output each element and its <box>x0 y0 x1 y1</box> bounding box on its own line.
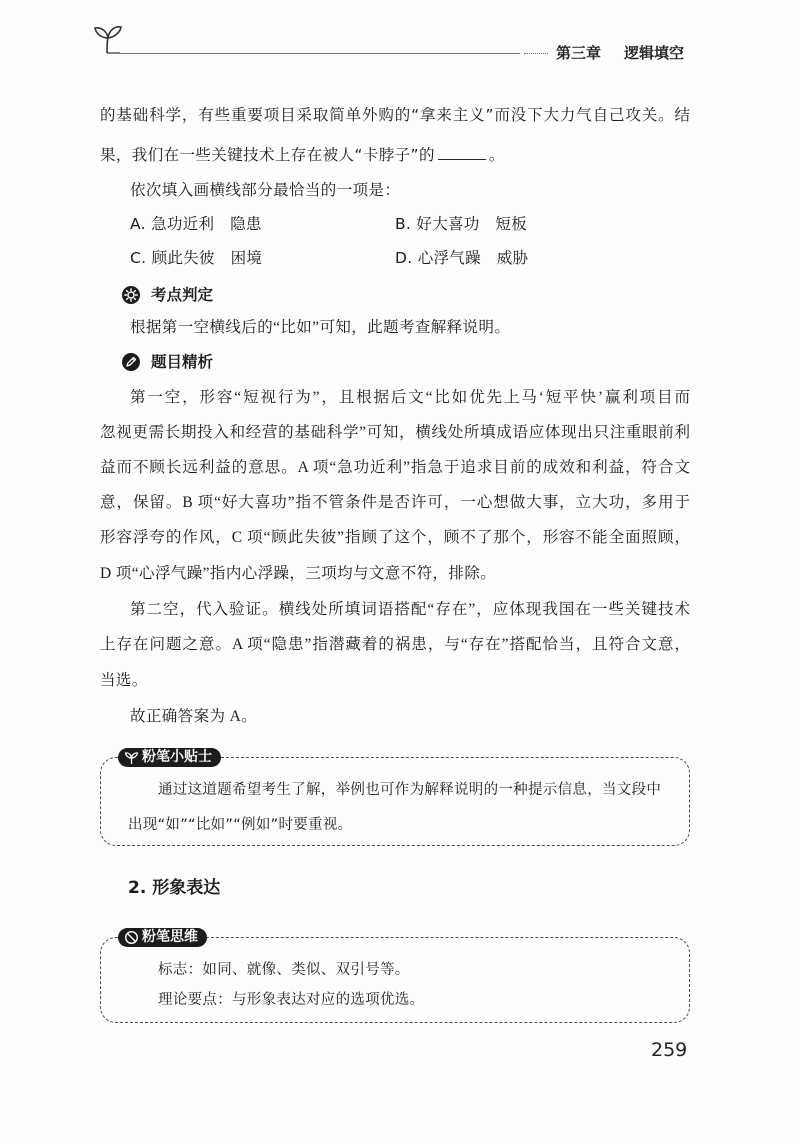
thinking-line: 标志：如同、就像、类似、双引号等。 <box>158 962 410 978</box>
option-c: C. 顾此失彼 困境 <box>130 249 263 267</box>
header-rule-dots <box>524 53 548 54</box>
analysis-line: 意，保留。B 项“好大喜功”指不管条件是否许可，一心想做大事，立大功，多用于 <box>100 494 690 511</box>
question-line-2-text: 果，我们在一些关键技术上存在被人“卡脖子”的 <box>100 146 435 164</box>
chapter-title: 逻辑填空 <box>624 44 685 62</box>
option-d: D. 心浮气躁 威胁 <box>395 249 529 267</box>
jingxi-title: 题目精析 <box>151 353 214 371</box>
kaodian-text: 根据第一空横线后的“比如”可知，此题考查解释说明。 <box>130 319 511 336</box>
thinking-box <box>100 937 690 1023</box>
header-rule <box>116 53 520 54</box>
analysis-line: 益而不顾长远利益的意思。A 项“急功近利”指急于追求目前的成效和利益，符合文 <box>100 459 690 476</box>
analysis-line: 忽视更需长期投入和经营的基础科学”可知，横线处所填成语应体现出只注重眼前利 <box>100 424 690 441</box>
thinking-label <box>118 928 207 947</box>
thinking-line: 理论要点：与形象表达对应的选项优选。 <box>158 992 425 1008</box>
tip-line: 通过这道题希望考生了解，举例也可作为解释说明的一种提示信息，当文段中 <box>158 782 662 798</box>
question-line-1: 的基础科学，有些重要项目采取简单外购的“拿来主义”而没下大力气自己攻关。结 <box>100 106 690 124</box>
option-a: A. 急功近利 隐患 <box>130 215 262 233</box>
analysis-line: 第一空，形容“短视行为”，且根据后文“比如优先上马‘短平快’赢利项目而 <box>130 389 690 406</box>
analysis-line: 当选。 <box>100 672 148 689</box>
pen-icon <box>122 353 140 371</box>
question-line-2-end: 。 <box>488 146 505 164</box>
answer-statement: 故正确答案为 A。 <box>130 708 258 725</box>
section-heading: 2. 形象表达 <box>128 878 221 898</box>
analysis-line: D 项“心浮气躁”指内心浮躁，三项均与文意不符，排除。 <box>100 565 497 582</box>
option-b: B. 好大喜功 短板 <box>395 215 527 233</box>
tip-label-text: 粉笔小贴士 <box>142 749 212 765</box>
question-line-2 <box>100 144 505 166</box>
page-number: 259 <box>651 1039 688 1061</box>
kaodian-title: 考点判定 <box>151 286 214 304</box>
tip-line: 出现“如”“比如”“例如”时要重视。 <box>128 817 353 833</box>
analysis-line: 上存在问题之意。A 项“隐患”指潜藏着的祸患，与“存在”搭配恰当，且符合文意， <box>100 636 690 653</box>
answer-blank <box>438 145 486 160</box>
tip-label <box>118 748 221 767</box>
sprout-icon <box>124 750 139 765</box>
thinking-label-text: 粉笔思维 <box>142 929 198 945</box>
sprout-icon <box>90 22 126 56</box>
question-prompt: 依次填入画横线部分最恰当的一项是： <box>130 181 401 199</box>
gear-icon <box>122 286 140 304</box>
circle-slash-icon <box>124 930 139 945</box>
analysis-line: 形容浮夸的作风，C 项“顾此失彼”指顾了这个，顾不了那个，形容不能全面照顾， <box>100 529 690 546</box>
chapter-number: 第三章 <box>556 44 602 62</box>
analysis-line: 第二空，代入验证。横线处所填词语搭配“存在”，应体现我国在一些关键技术 <box>130 601 690 618</box>
